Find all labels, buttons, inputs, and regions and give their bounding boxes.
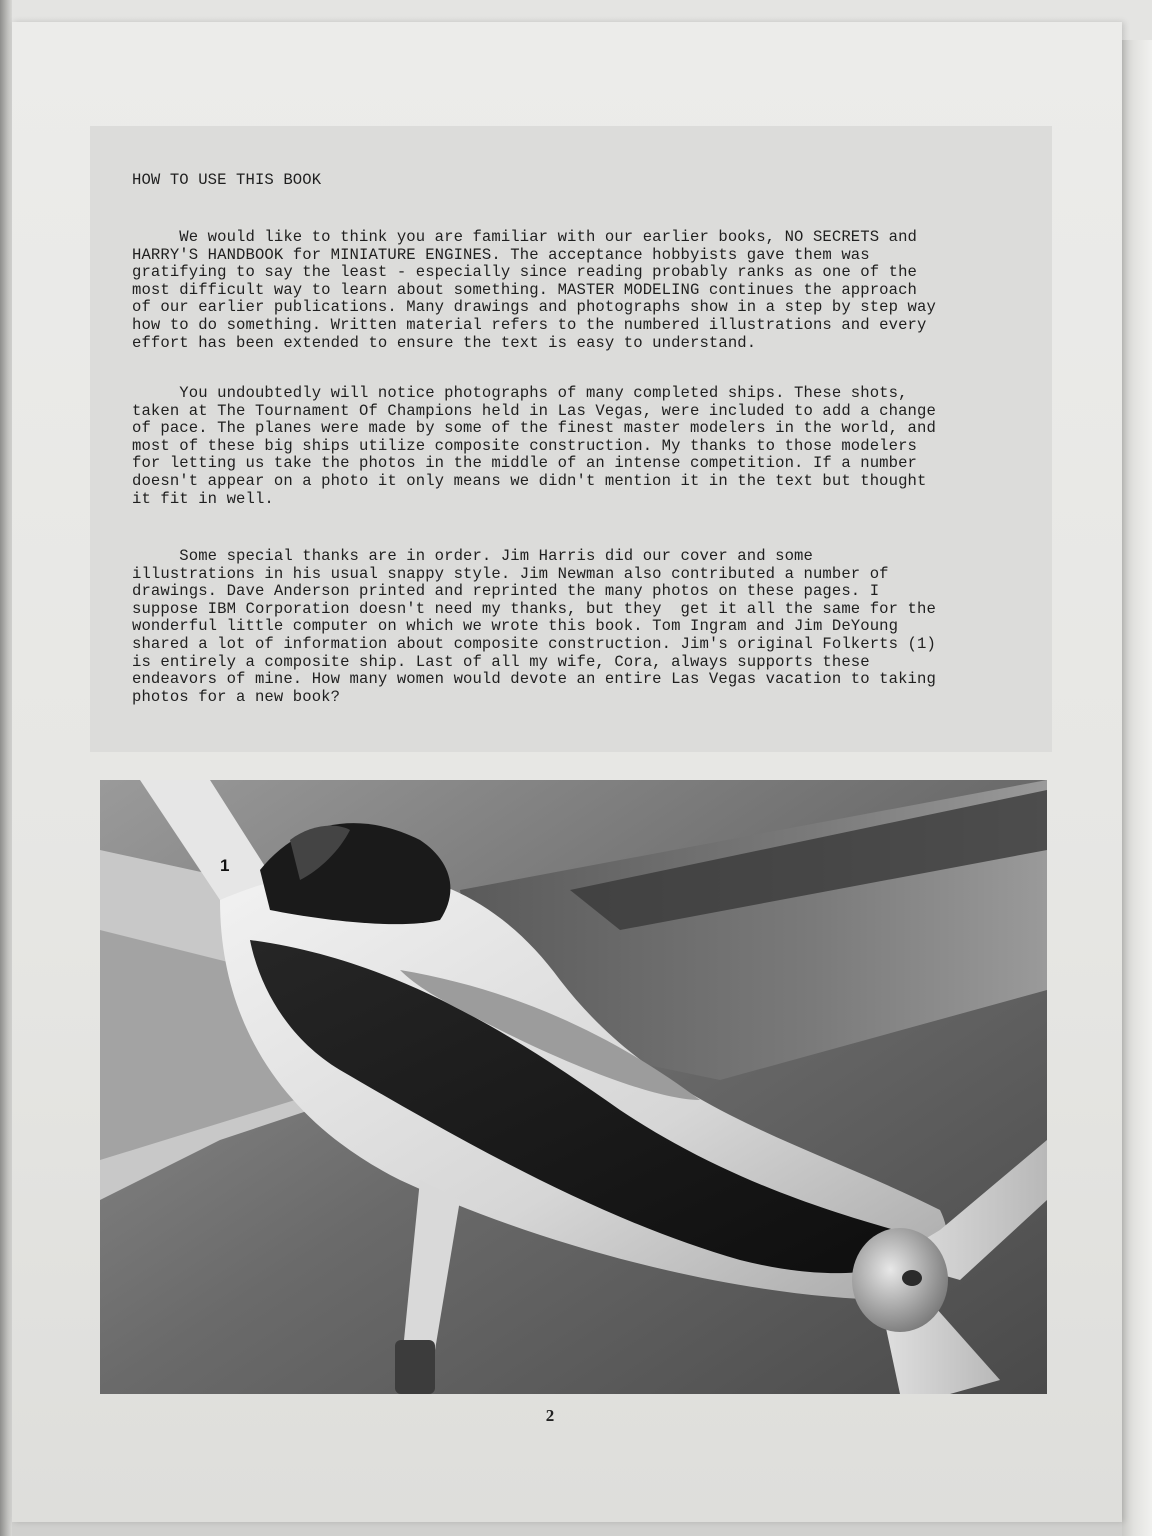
binding-edge <box>0 0 12 1536</box>
figure-number-label: 1 <box>220 856 230 875</box>
paragraph-3: Some special thanks are in order. Jim Harris did our cover and some illustrations in his usual snappy style. Jim Newman also contributed a number of drawings. Dave Anderson printed and reprinted the many photos on these pages. I suppose IBM Corporation doesn't need my thanks, but they get it all the same for the wonderful little computer on which we wrote this book. Tom Ingram and Jim DeYoung shared a lot of information about composite construction. Jim's original Folkerts (1) is entirely a composite ship. Last of all my wife, Cora, always supports these endeavors of mine. How many women would devote an entire Las Vegas vacation to taking photos for a new book? <box>132 547 936 706</box>
paragraph-1: We would like to think you are familiar with our earlier books, NO SECRETS and HARRY'S HANDBOOK for MINIATURE ENGINES. The acceptance hobbyists gave them was gratifying to say the least - especially since reading probably ranks as one of the most difficult way to learn about something. MASTER MODELING continues the approach of our earlier publications. Many drawings and photographs show in a step by step way how to do something. Written material refers to the numbered illustrations and every effort has been extended to ensure the text is easy to understand. <box>132 228 936 352</box>
page-number: 2 <box>545 1406 555 1425</box>
paragraph-2: You undoubtedly will notice photographs of many completed ships. These shots, taken at The Tournament Of Champions held in Las Vegas, were included to add a change of pace. The planes were made by some of the finest master modelers in the world, and most of these big ships utilize composite construction. My thanks to those modelers for letting us take the photos in the middle of an intense competition. If a number doesn't appear on a photo it only means we didn't mention it in the text but thought it fit in well. <box>132 384 936 508</box>
airplane-photo <box>100 780 1047 1394</box>
airplane-model-illustration <box>100 780 1047 1394</box>
section-heading: HOW TO USE THIS BOOK <box>132 171 322 189</box>
page-stack-edge <box>1122 40 1152 1536</box>
